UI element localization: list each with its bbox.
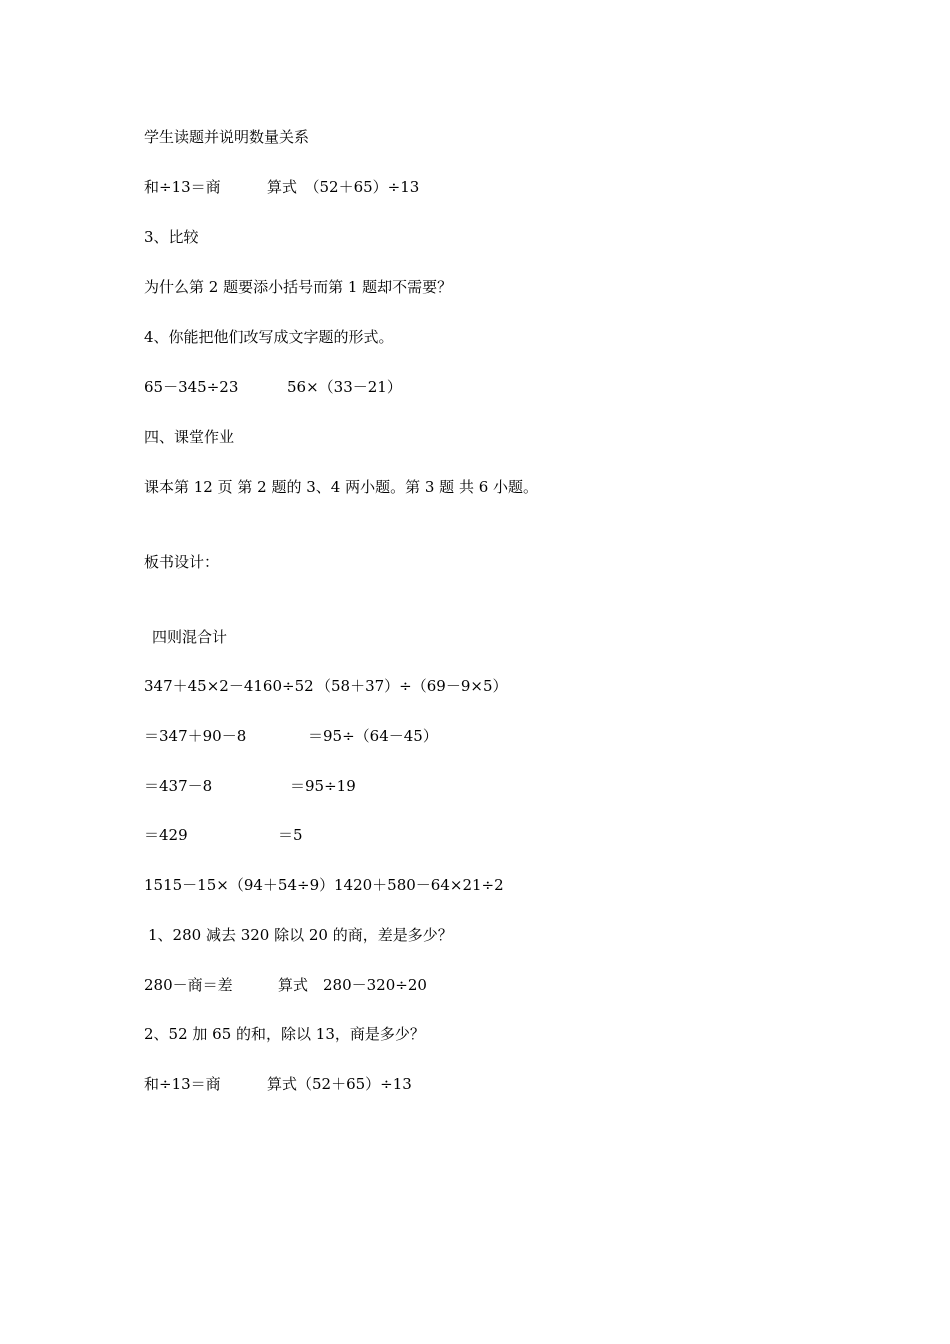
expression-right: 56×（33－21） [287, 378, 402, 396]
calc-left: ＝437－8 [144, 777, 213, 795]
homework-text: 课本第 12 页 第 2 题的 3、4 两小题。第 3 题 共 6 小题。 [144, 478, 539, 496]
problem-1: 1、280 减去 320 除以 20 的商，差是多少？ [148, 926, 453, 944]
calc-left: 1515－15×（94＋54÷9） [144, 876, 335, 894]
relation-text: 和÷13＝商 [144, 1075, 221, 1093]
section-heading-rewrite: 4、你能把他们改写成文字题的形式。 [144, 328, 394, 346]
section-heading-compare: 3、比较 [144, 228, 199, 246]
calc-left: ＝429 [144, 826, 188, 844]
expression-left: 65－345÷23 [144, 378, 239, 396]
section-heading-homework: 四、课堂作业 [144, 428, 235, 446]
formula-text: 算式（52＋65）÷13 [267, 1075, 412, 1093]
calc-right: 1420＋580－64×21÷2 [334, 876, 504, 894]
formula-text: 算式 （52＋65）÷13 [267, 178, 420, 196]
formula-text: 算式 280－320÷20 [278, 976, 427, 994]
board-design-heading: 板书设计： [144, 553, 220, 571]
relation-text: 280－商＝差 [144, 976, 233, 994]
calc-right: ＝5 [278, 826, 303, 844]
calc-right: ＝95÷19 [290, 777, 356, 795]
calc-right: ＝95÷（64－45） [308, 727, 438, 745]
calc-left: 347＋45×2－4160÷52 [144, 677, 314, 695]
board-title: 四则混合计 [152, 628, 228, 646]
relation-text: 和÷13＝商 [144, 178, 221, 196]
calc-left: ＝347＋90－8 [144, 727, 247, 745]
text-line-1: 学生读题并说明数量关系 [144, 128, 310, 146]
question-line: 为什么第 2 题要添小括号而第 1 题却不需要？ [144, 278, 453, 296]
calc-right: （58＋37）÷（69－9×5） [316, 677, 508, 695]
problem-2: 2、52 加 65 的和，除以 13，商是多少？ [144, 1025, 425, 1043]
problem-2-solution [144, 1074, 412, 1154]
